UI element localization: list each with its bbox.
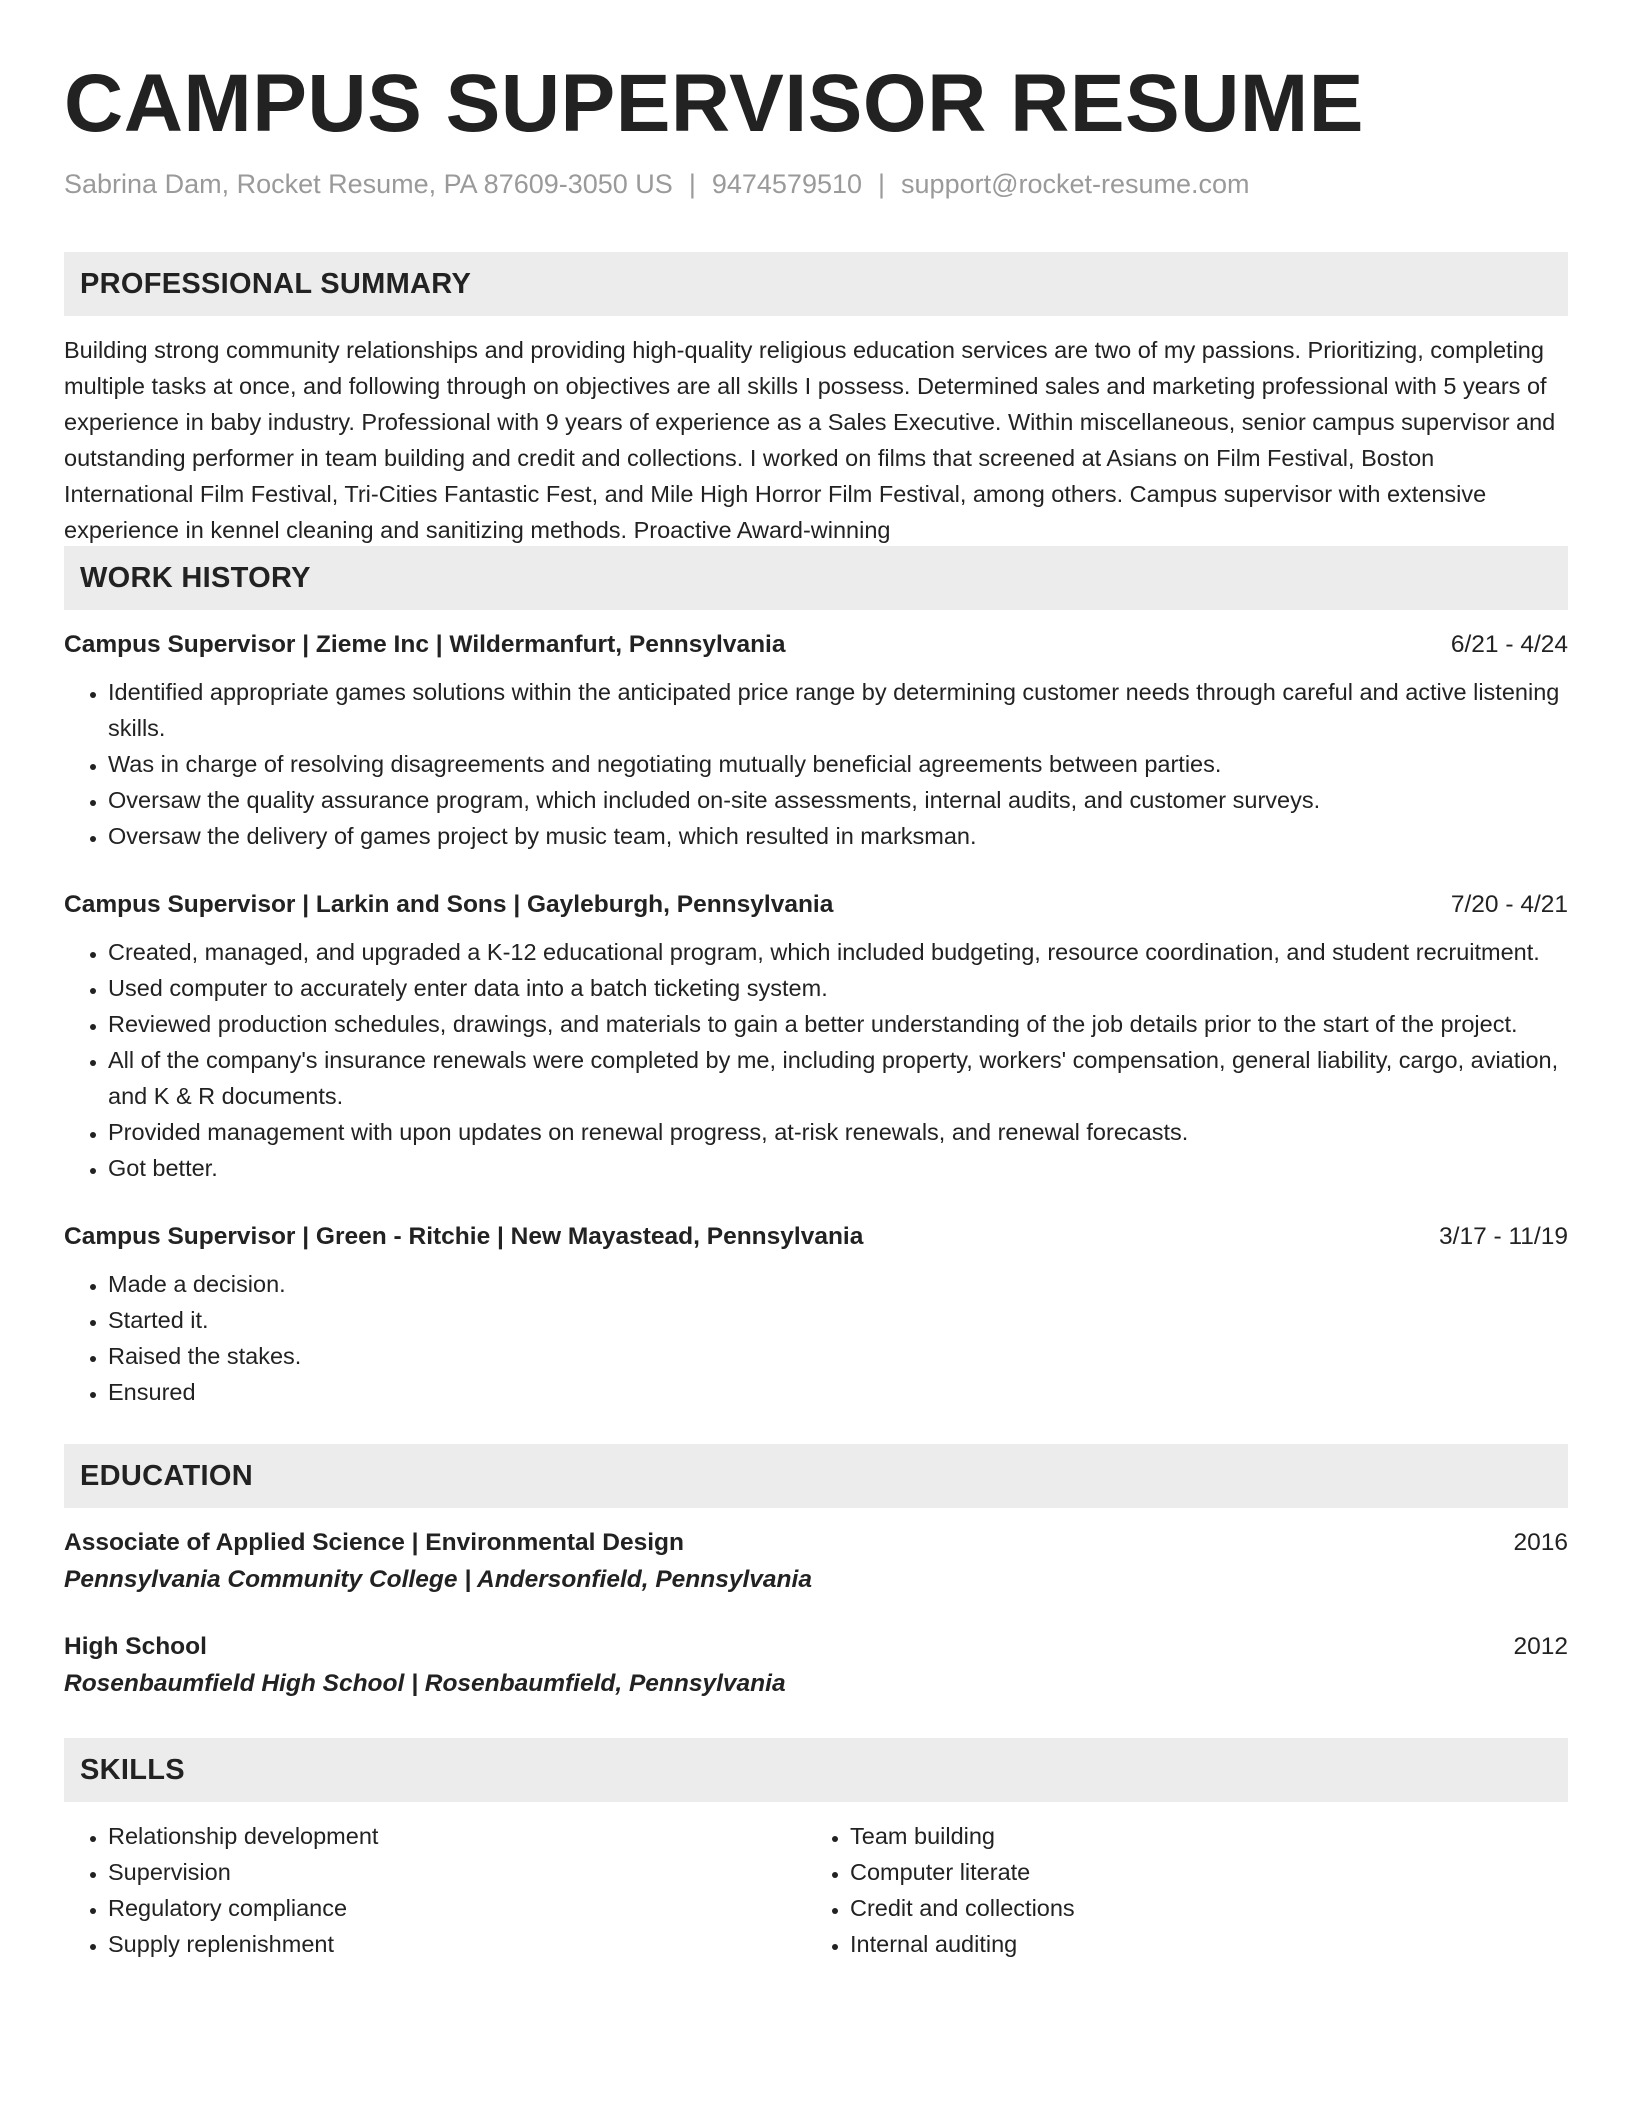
skill-item: • Credit and collections — [850, 1890, 1548, 1926]
job-bullet: • Oversaw the quality assurance program, which included on-site assessments, internal audits, and customer surveys. — [108, 782, 1568, 818]
job-bullet: • Created, managed, and upgraded a K-12 educational program, which included budgeting, resource coordination, and student recruitment. — [108, 934, 1568, 970]
job-header — [64, 628, 1568, 662]
education-school: Pennsylvania Community College | Andersonfield, Pennsylvania — [64, 1566, 812, 1593]
job-bullet: • Reviewed production schedules, drawings, and materials to gain a better understanding of the job details prior to the start of the project. — [108, 1006, 1568, 1042]
job-bullet: • Was in charge of resolving disagreements and negotiating mutually beneficial agreements between parties. — [108, 746, 1568, 782]
resume-title: CAMPUS SUPERVISOR RESUME — [64, 58, 1364, 149]
job-dates: 7/20 - 4/21 — [1450, 891, 1568, 918]
section-header-skills: SKILLS — [64, 1738, 1568, 1802]
skill-item: • Regulatory compliance — [108, 1890, 806, 1926]
resume-content — [64, 56, 1568, 1962]
contact-separator: | — [688, 169, 696, 199]
education-degree: Associate of Applied Science | Environmental Design — [64, 1529, 684, 1556]
work-history-list — [64, 628, 1568, 1410]
skill-item: • Internal auditing — [850, 1926, 1548, 1962]
job-header — [64, 888, 1568, 922]
contact-email: support@rocket-resume.com — [901, 169, 1250, 199]
job-dates: 6/21 - 4/24 — [1450, 631, 1568, 658]
job-bullet: • Ensured — [108, 1374, 1568, 1410]
job-header — [64, 1220, 1568, 1254]
job-bullet: • Used computer to accurately enter data into a batch ticketing system. — [108, 970, 1568, 1006]
education-year: 2016 — [1513, 1529, 1568, 1556]
job-entry — [64, 628, 1568, 854]
job-bullet: • Started it. — [108, 1302, 1568, 1338]
job-dates: 3/17 - 11/19 — [1439, 1223, 1568, 1250]
job-title: Campus Supervisor | Zieme Inc | Wildermanfurt, Pennsylvania — [64, 631, 786, 658]
section-header-education: EDUCATION — [64, 1444, 1568, 1508]
job-bullets — [64, 1266, 1568, 1410]
education-year: 2012 — [1513, 1633, 1568, 1660]
contact-phone: 9474579510 — [711, 169, 863, 199]
education-header — [64, 1526, 1568, 1560]
job-entry — [64, 1220, 1568, 1410]
summary-text: Building strong community relationships and providing high-quality religious education services are two of my passions. Prioritizing, completing multiple tasks at once, and following through on objectives are all skills I possess. Determined sales and marketing professional with 5 years of experience in baby industry. Professional with 9 years of experience as a Sales Executive. Within miscellaneous, senior campus supervisor and outstanding performer in team building and credit and collections. I worked on films that screened at Asians on Film Festival, Boston International Film Festival, Tri-Cities Fantastic Fest, and Mile High Horror Film Festival, among others. Campus supervisor with extensive experience in kennel cleaning and sanitizing methods. Proactive Award-winning — [64, 337, 1556, 543]
education-school: Rosenbaumfield High School | Rosenbaumfield, Pennsylvania — [64, 1670, 786, 1697]
job-bullet: • Made a decision. — [108, 1266, 1568, 1302]
education-header — [64, 1630, 1568, 1664]
job-title: Campus Supervisor | Green - Ritchie | New Mayastead, Pennsylvania — [64, 1223, 864, 1250]
job-bullet: • Identified appropriate games solutions within the anticipated price range by determining customer needs through careful and active listening skills. — [108, 674, 1568, 746]
job-bullet: • Got better. — [108, 1150, 1568, 1186]
skill-item: • Supervision — [108, 1854, 806, 1890]
job-bullet: • All of the company's insurance renewals were completed by me, including property, workers' compensation, general liability, cargo, aviation, and K & R documents. — [108, 1042, 1568, 1114]
skills-column-right — [806, 1818, 1548, 1962]
contact-line — [64, 166, 1568, 202]
job-entry — [64, 888, 1568, 1186]
skill-item: • Computer literate — [850, 1854, 1548, 1890]
skills-columns — [64, 1818, 1568, 1962]
job-bullets — [64, 674, 1568, 854]
skill-item: • Relationship development — [108, 1818, 806, 1854]
job-bullets — [64, 934, 1568, 1186]
skills-column-left — [64, 1818, 806, 1962]
contact-address: Sabrina Dam, Rocket Resume, PA 87609-3050 US — [64, 169, 673, 199]
job-bullet: • Oversaw the delivery of games project by music team, which resulted in marksman. — [108, 818, 1568, 854]
section-header-summary: PROFESSIONAL SUMMARY — [64, 252, 1568, 316]
job-bullet: • Provided management with upon updates on renewal progress, at-risk renewals, and renewal forecasts. — [108, 1114, 1568, 1150]
job-bullet: • Raised the stakes. — [108, 1338, 1568, 1374]
skill-item: • Supply replenishment — [108, 1926, 806, 1962]
education-entry — [64, 1526, 1568, 1600]
contact-separator: | — [878, 169, 886, 199]
skill-item: • Team building — [850, 1818, 1548, 1854]
education-degree: High School — [64, 1633, 207, 1660]
job-title: Campus Supervisor | Larkin and Sons | Gayleburgh, Pennsylvania — [64, 891, 834, 918]
education-entry — [64, 1630, 1568, 1704]
education-list — [64, 1526, 1568, 1704]
section-header-work: WORK HISTORY — [64, 546, 1568, 610]
